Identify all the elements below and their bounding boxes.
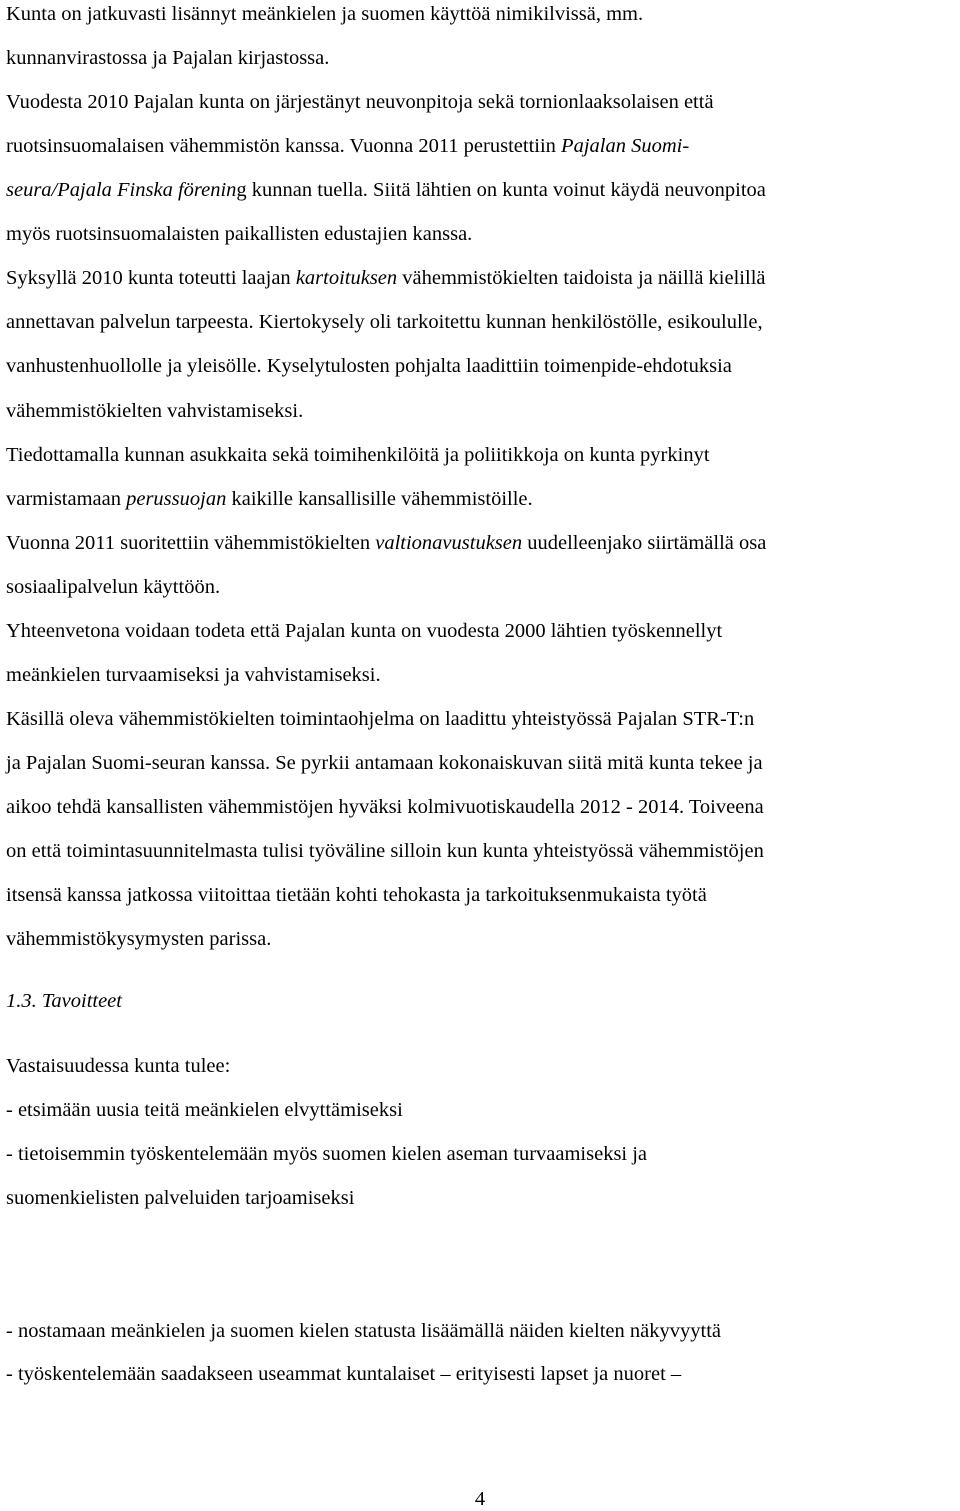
text-run: Vuonna 2011 suoritettiin vähemmistökielten [6,531,376,554]
paragraph-line [6,266,766,290]
list-item-continuation: suomenkielisten palveluiden tarjoamiseksi [6,1187,355,1209]
text-run: uudelleenjako siirtämällä osa [522,531,767,554]
paragraph-line: vanhustenhuollolle ja yleisölle. Kyselytulosten pohjalta laadittiin toimenpide-ehdotuksia [6,355,732,378]
text-run: ruotsinsuomalaisen vähemmistön kanssa. Vuonna 2011 perustettiin [6,135,562,158]
italic-text: Pajalan Suomi- [561,135,690,158]
paragraph-line: kunnanvirastossa ja Pajalan kirjastossa. [6,47,330,69]
list-item: - nostamaan meänkielen ja suomen kielen statusta lisäämällä näiden kielten näkyvyyttä [6,1320,721,1342]
paragraph-line: sosiaalipalvelun käyttöön. [6,575,221,598]
paragraph-line: Yhteenvetona voidaan todeta että Pajalan kunta on vuodesta 2000 lähtien työskennellyt [6,619,723,642]
paragraph-line: Kunta on jatkuvasti lisännyt meänkielen ja suomen käyttöä nimikilvissä, mm. [6,3,644,25]
paragraph-line: Käsillä oleva vähemmistökielten toimintaohjelma on laadittu yhteistyössä Pajalan STR-T:n [6,707,755,730]
text-run: vähemmistökielten taidoista ja näillä kielillä [397,267,766,290]
paragraph-line: aikoo tehdä kansallisten vähemmistöjen hyväksi kolmivuotiskaudella 2012 - 2014. Toiveena [6,795,764,818]
paragraph-line: meänkielen turvaamiseksi ja vahvistamiseksi. [6,663,381,686]
list-item: - tietoisemmin työskentelemään myös suomen kielen aseman turvaamiseksi ja [6,1143,648,1165]
paragraph-line [6,487,533,511]
text-run: g kunnan tuella. Siitä lähtien on kunta voinut käydä neuvonpitoa [236,179,766,202]
italic-text: kartoituksen [295,267,398,290]
italic-text: perussuojan [126,487,227,510]
paragraph-line: itsensä kanssa jatkossa viitoittaa tietään kohti tehokasta ja tarkoituksenmukaista työtä [6,884,707,906]
paragraph-line: on että toimintasuunnitelmasta tulisi työväline silloin kun kunta yhteistyössä vähemmistöjen [6,839,764,862]
italic-text: seura/Pajala Finska förenin [6,179,237,202]
paragraph-line: ja Pajalan Suomi-seuran kanssa. Se pyrkii antamaan kokonaiskuvan siitä mitä kunta tekee ja [6,751,763,774]
list-item: - työskentelemään saadakseen useammat kuntalaiset – erityisesti lapset ja nuoret – [6,1363,682,1385]
paragraph-line: Vuodesta 2010 Pajalan kunta on järjestänyt neuvonpitoja sekä tornionlaaksolaisen että [6,91,714,114]
paragraph-line: myös ruotsinsuomalaisten paikallisten edustajien kanssa. [6,223,473,246]
paragraph-line [6,134,689,158]
text-run: varmistamaan [6,487,127,510]
intro-line: Vastaisuudessa kunta tulee: [6,1055,231,1077]
text-run: Syksyllä 2010 kunta toteutti laajan [6,267,296,290]
paragraph-line: vähemmistökysymysten parissa. [6,928,272,950]
list-item: - etsimään uusia teitä meänkielen elvyttämiseksi [6,1099,403,1121]
italic-text: valtionavustuksen [375,531,523,554]
page-number: 4 [474,1488,486,1510]
paragraph-line: vähemmistökielten vahvistamiseksi. [6,399,304,422]
paragraph-line: annettavan palvelun tarpeesta. Kiertokysely oli tarkoitettu kunnan henkilöstölle, esikoululle, [6,311,763,334]
paragraph-line [6,531,766,555]
paragraph-line: Tiedottamalla kunnan asukkaita sekä toimihenkilöitä ja poliitikkoja on kunta pyrkinyt [6,443,710,466]
section-heading: 1.3. Tavoitteet [6,990,122,1012]
paragraph-line [6,178,766,202]
text-run: kaikille kansallisille vähemmistöille. [226,487,533,510]
